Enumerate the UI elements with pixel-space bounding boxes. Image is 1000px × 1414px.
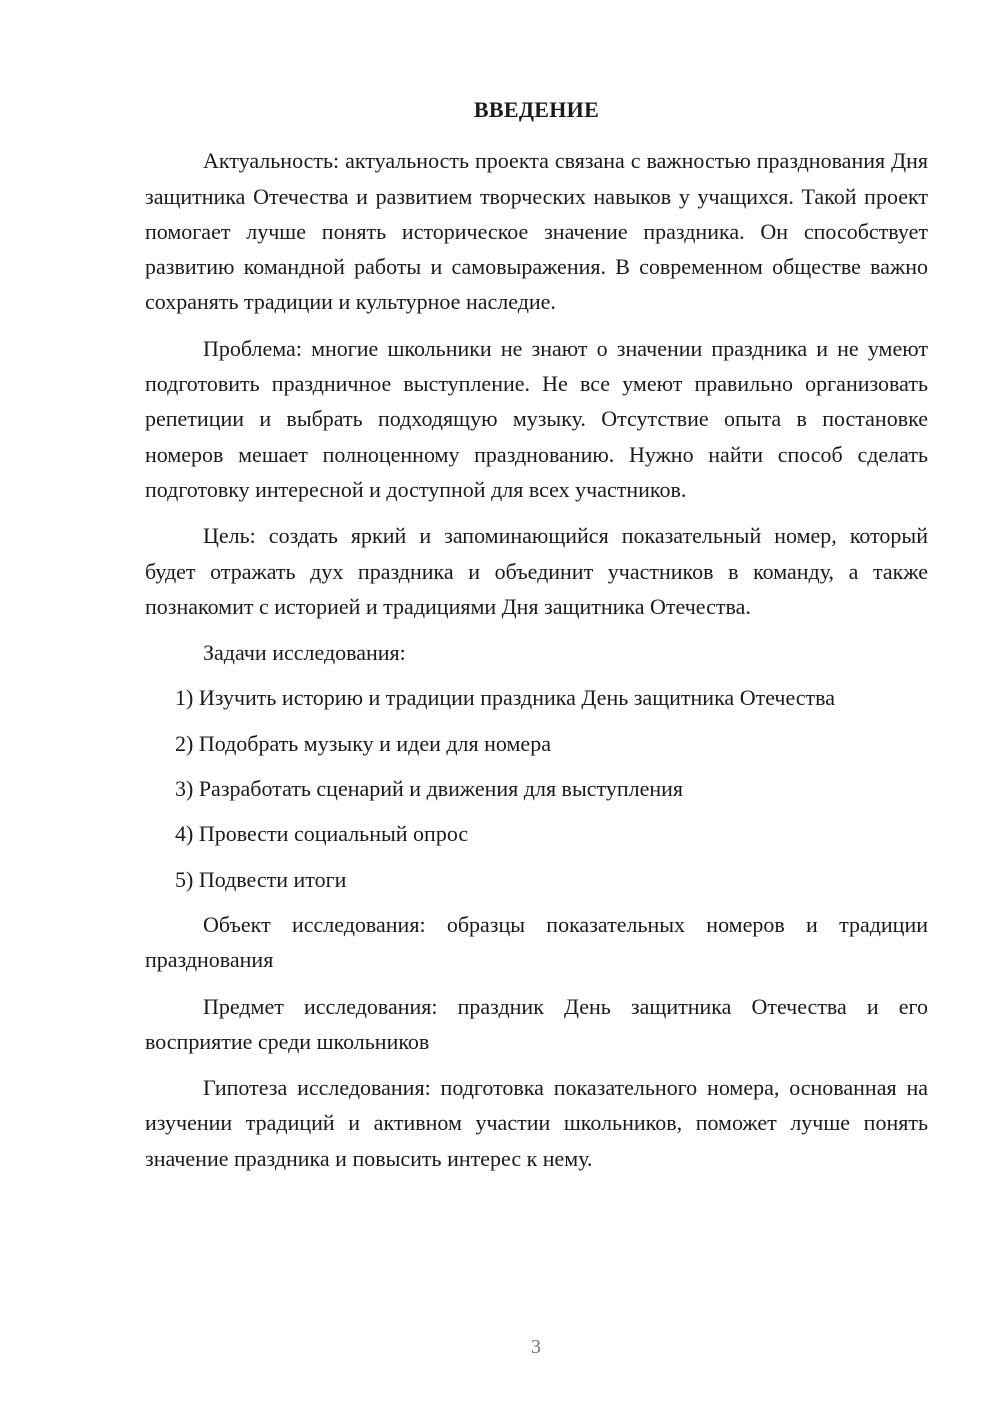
paragraph-subject: Предмет исследования: праздник День защитника Отечества и его восприятие среди школьников bbox=[145, 993, 928, 1054]
document-page bbox=[145, 92, 928, 1187]
paragraph-goal: Цель: создать яркий и запоминающийся показательный номер, который будет отражать дух праздника и объединит участников в команду, а также познакомит с историей и традициями Дня защитника Отечества. bbox=[145, 523, 928, 619]
task-item-5: 5) Подвести итоги bbox=[175, 866, 347, 892]
paragraph-hypothesis: Гипотеза исследования: подготовка показательного номера, основанная на изучении традиций и активном участии школьников, поможет лучше понять значение праздника и повысить интерес к нему. bbox=[145, 1075, 928, 1171]
task-item-2: 2) Подобрать музыку и идеи для номера bbox=[175, 730, 551, 756]
task-item-4: 4) Провести социальный опрос bbox=[175, 821, 469, 847]
task-list bbox=[145, 680, 928, 896]
page-number: 3 bbox=[531, 1336, 541, 1358]
tasks-heading: Задачи исследования: bbox=[203, 640, 406, 666]
task-item-3: 3) Разработать сценарий и движения для выступления bbox=[175, 776, 683, 802]
paragraph-relevance: Актуальность: актуальность проекта связана с важностью празднования Дня защитника Отечества и развитием творческих навыков у учащихся. Такой проект помогает лучше понять историческое значение праздника. Он способствует развитию командной работы и самовыражения. В современном обществе важно сохранять традиции и культурное наследие. bbox=[145, 148, 928, 315]
page-title: ВВЕДЕНИЕ bbox=[473, 97, 600, 122]
task-item-1: 1) Изучить историю и традиции праздника День защитника Отечества bbox=[175, 685, 836, 711]
paragraph-object: Объект исследования: образцы показательных номеров и традиции празднования bbox=[145, 911, 928, 973]
paragraph-problem: Проблема: многие школьники не знают о значении праздника и не умеют подготовить праздничное выступление. Не все умеют правильно организовать репетиции и выбрать подходящую музыку. Отсутствие опыта в постановке номеров мешает полноценному празднованию. Нужно найти способ сделать подготовку интересной и доступной для всех участников. bbox=[145, 335, 928, 502]
